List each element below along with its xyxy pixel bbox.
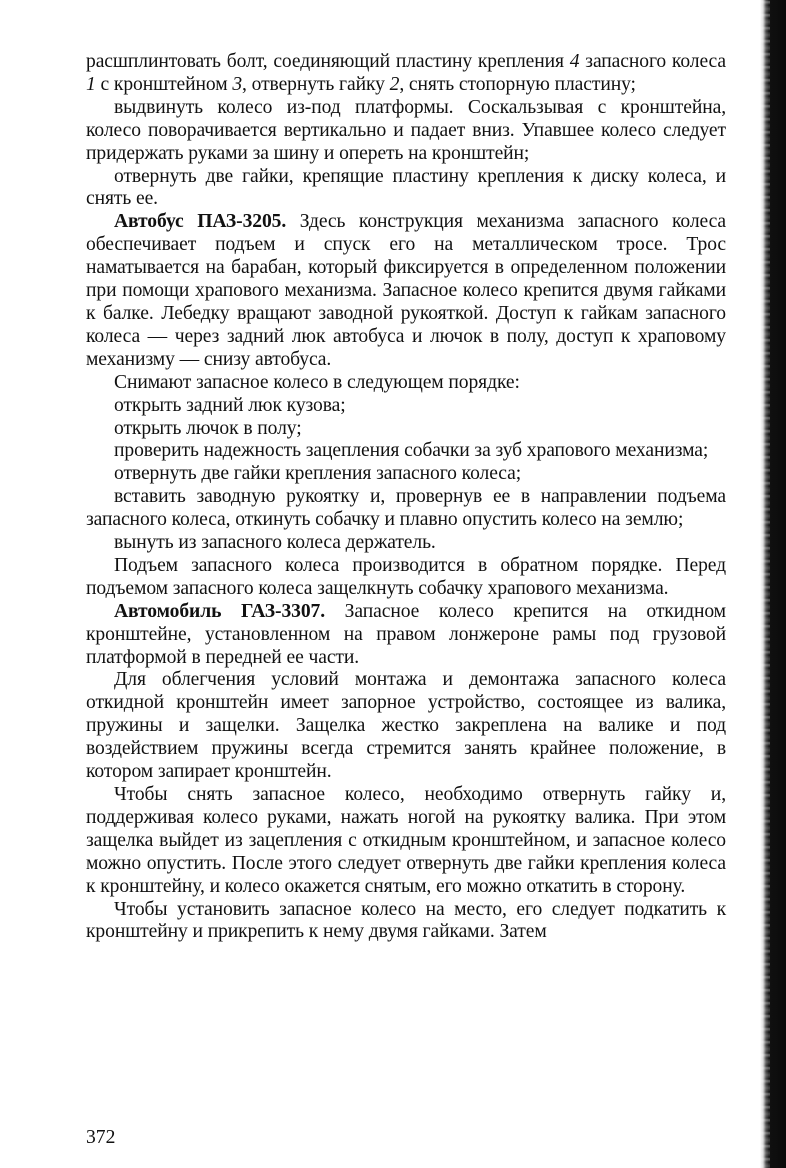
text-segment: вынуть из запасного колеса держатель. bbox=[114, 532, 436, 554]
text-segment: Чтобы снять запасное колесо, необходимо отвернуть гайку и, поддерживая колесо руками, нажать ногой на рукоятку валика. При этом защелка выйдет из зацепления с откидным кронштейном, и запасное колесо можно опустить. После этого следует отвернуть две гайки крепления колеса к кронштейну, и колесо окажется снятым, его можно откатить в сторону. bbox=[86, 784, 726, 897]
paragraph bbox=[86, 601, 726, 670]
text-segment: Для облегчения условий монтажа и демонтажа запасного колеса откидной кронштейн имеет запорное устройство, состоящее из валика, пружины и защелки. Защелка жестко закреплена на валике и под воздействием пружины всегда стремится занять крайнее положение, в котором запирает кронштейн. bbox=[86, 669, 726, 783]
paragraph bbox=[86, 555, 726, 601]
text-segment: Подъем запасного колеса производится в обратном порядке. Перед подъемом запасного колеса защелкнуть собачку храпового механизма. bbox=[86, 554, 726, 599]
page-number: 372 bbox=[86, 1127, 116, 1148]
paragraph bbox=[86, 51, 726, 97]
text-segment: открыть задний люк кузова; bbox=[114, 394, 346, 416]
paragraph bbox=[86, 395, 726, 418]
paragraph bbox=[86, 372, 726, 395]
paragraph bbox=[86, 784, 726, 899]
paragraph bbox=[86, 899, 726, 945]
bold-heading: Автомобиль ГАЗ-3307. bbox=[114, 600, 326, 622]
text-segment: открыть лючок в полу; bbox=[114, 417, 302, 439]
text-segment: Здесь конструкция механизма запасного колеса обеспечивает подъем и спуск его на металлическом тросе. Трос наматывается на барабан, который фиксируется в определенном положении при помощи храпового механизма. Запасное колесо крепится двумя гайками к балке. Лебедку вращают заводной рукояткой. Доступ к гайкам запасного колеса — через задний люк автобуса и лючок в полу, доступ к храповому механизму — снизу автобуса. bbox=[86, 211, 727, 370]
text-segment: , отвернуть гайку bbox=[242, 73, 390, 95]
text-segment: с кронштейном bbox=[95, 73, 233, 95]
italic-ref: 3 bbox=[232, 73, 243, 95]
bold-heading: Автобус ПАЗ-3205. bbox=[114, 211, 287, 233]
text-segment: выдвинуть колесо из-под платформы. Соскальзывая с кронштейна, колесо поворачивается вертикально и падает вниз. Упавшее колесо следует придержать руками за шину и опереть на кронштейн; bbox=[86, 96, 726, 164]
text-segment: вставить заводную рукоятку и, провернув ее в направлении подъема запасного колеса, откинуть собачку и плавно опустить колесо на землю; bbox=[86, 486, 726, 531]
italic-ref: 2 bbox=[389, 73, 400, 95]
text-segment: отвернуть две гайки крепления запасного колеса; bbox=[114, 463, 522, 485]
paragraph bbox=[86, 463, 726, 486]
paragraph bbox=[86, 532, 726, 555]
paragraph bbox=[86, 211, 726, 371]
body-text bbox=[86, 51, 726, 944]
text-segment: Снимают запасное колесо в следующем порядке: bbox=[114, 371, 520, 393]
paragraph bbox=[86, 669, 726, 784]
text-segment: проверить надежность зацепления собачки за зуб храпового механизма; bbox=[114, 440, 709, 462]
paragraph bbox=[86, 440, 726, 463]
italic-ref: 1 bbox=[86, 73, 96, 95]
text-segment: , снять стопорную пластину; bbox=[399, 73, 636, 95]
text-segment: запасного колеса bbox=[579, 51, 726, 72]
paragraph bbox=[86, 97, 726, 166]
scan-edge-shadow bbox=[760, 0, 786, 1168]
text-segment: расшплинтовать болт, соединяющий пластину крепления bbox=[86, 51, 570, 72]
text-segment: Чтобы установить запасное колесо на место, его следует подкатить к кронштейну и прикрепить к нему двумя гайками. Затем bbox=[86, 898, 726, 943]
text-segment: отвернуть две гайки, крепящие пластину крепления к диску колеса, и снять ее. bbox=[86, 165, 726, 210]
paragraph bbox=[86, 486, 726, 532]
paragraph bbox=[86, 166, 726, 212]
italic-ref: 4 bbox=[569, 51, 580, 72]
text-segment: Запасное колесо крепится на откидном кронштейне, установленном на правом лонжероне рамы под грузовой платформой в передней ее части. bbox=[86, 600, 726, 668]
paragraph bbox=[86, 418, 726, 441]
